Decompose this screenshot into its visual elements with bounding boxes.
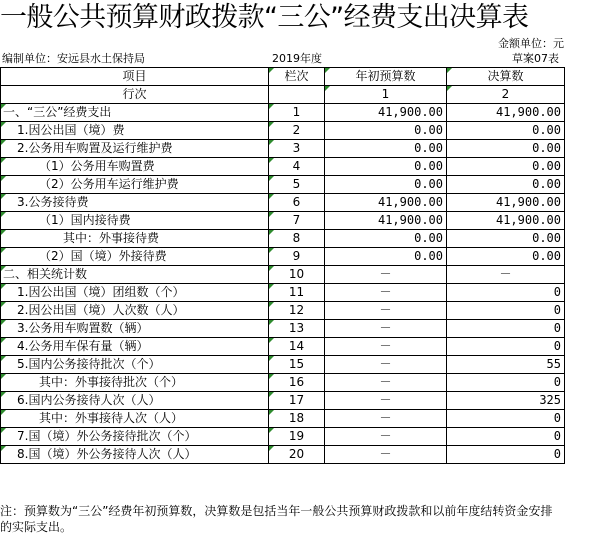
row-final-value: 0 [447, 338, 565, 356]
table-row [1, 104, 565, 122]
row-line-number: 20 [269, 446, 325, 464]
row-line-number: 2 [269, 122, 325, 140]
row-budget-value: 41,900.00 [325, 194, 447, 212]
row-final-value: 0 [447, 374, 565, 392]
row-final-value: 0 [447, 446, 565, 464]
row-line-number: 9 [269, 248, 325, 266]
row-label: 5.国内公务接待批次（个） [1, 356, 269, 374]
row-final-value: 0 [447, 320, 565, 338]
row-budget-value: － [325, 284, 447, 302]
row-final-value: 55 [447, 356, 565, 374]
row-budget-value: 41,900.00 [325, 104, 447, 122]
row-line-number: 18 [269, 410, 325, 428]
row-budget-value: － [325, 338, 447, 356]
row-final-value: 0 [447, 428, 565, 446]
row-budget-value: － [325, 302, 447, 320]
header-row [1, 68, 565, 86]
row-label: 3.公务用车购置数（辆） [1, 320, 269, 338]
row-budget-value: 0.00 [325, 176, 447, 194]
row-final-value: 0.00 [447, 140, 565, 158]
row-final-value: 0 [447, 284, 565, 302]
row-final-value: 41,900.00 [447, 104, 565, 122]
row-final-value: 0.00 [447, 248, 565, 266]
row-final-value: 0 [447, 410, 565, 428]
row-budget-value: － [325, 320, 447, 338]
row-budget-value: － [325, 428, 447, 446]
row-line-number: 1 [269, 104, 325, 122]
row-label: 其中：外事接待批次（个） [1, 374, 269, 392]
row-label: 一、“三公”经费支出 [1, 104, 269, 122]
header-final: 决算数 [447, 68, 565, 86]
table-row [1, 158, 565, 176]
row-final-value: － [447, 266, 565, 284]
row-budget-value: － [325, 374, 447, 392]
row-budget-value: 0.00 [325, 230, 447, 248]
row-index-line [269, 86, 325, 104]
table-row [1, 428, 565, 446]
table-row [1, 122, 565, 140]
row-line-number: 5 [269, 176, 325, 194]
row-budget-value: 0.00 [325, 158, 447, 176]
row-line-number: 10 [269, 266, 325, 284]
row-final-value: 0.00 [447, 122, 565, 140]
row-index-row [1, 86, 565, 104]
row-label: 8.国（境）外公务接待人次（人） [1, 446, 269, 464]
table-row [1, 338, 565, 356]
table-row [1, 284, 565, 302]
table-row [1, 194, 565, 212]
row-label: 二、相关统计数 [1, 266, 269, 284]
form-number: 草案07表 [512, 52, 559, 65]
row-label: （1）公务用车购置费 [1, 158, 269, 176]
row-label: 其中：外事接待费 [1, 230, 269, 248]
table-row [1, 320, 565, 338]
row-line-number: 8 [269, 230, 325, 248]
row-budget-value: － [325, 446, 447, 464]
table-row [1, 410, 565, 428]
currency-unit: 金额单位：元 [498, 37, 564, 50]
row-line-number: 19 [269, 428, 325, 446]
table-row [1, 176, 565, 194]
row-final-value: 0.00 [447, 230, 565, 248]
row-line-number: 17 [269, 392, 325, 410]
row-line-number: 6 [269, 194, 325, 212]
table-body [1, 104, 565, 464]
org-name: 编制单位：安远县水土保持局 [2, 52, 145, 65]
table-row [1, 248, 565, 266]
row-budget-value: 0.00 [325, 140, 447, 158]
row-final-value: 0 [447, 302, 565, 320]
row-label: 3.公务接待费 [1, 194, 269, 212]
table-row [1, 446, 565, 464]
header-line: 栏次 [269, 68, 325, 86]
row-label: （2）公务用车运行维护费 [1, 176, 269, 194]
table-row [1, 266, 565, 284]
row-label: 2.因公出国（境）人次数（人） [1, 302, 269, 320]
row-line-number: 11 [269, 284, 325, 302]
expense-table [0, 67, 565, 464]
row-label: 6.国内公务接待人次（人） [1, 392, 269, 410]
row-index-final: 2 [447, 86, 565, 104]
fiscal-year: 2019年度 [272, 52, 322, 65]
row-line-number: 12 [269, 302, 325, 320]
row-label: 其中：外事接待人次（人） [1, 410, 269, 428]
footnote: 注：预算数为“三公”经费年初预算数，决算数是包括当年一般公共预算财政拨款和以前年度结转资金安排的实际支出。 [0, 504, 553, 534]
row-label: 2.公务用车购置及运行维护费 [1, 140, 269, 158]
table-row [1, 302, 565, 320]
table-row [1, 212, 565, 230]
row-budget-value: 41,900.00 [325, 212, 447, 230]
header-item: 项目 [1, 68, 269, 86]
row-label: 4.公务用车保有量（辆） [1, 338, 269, 356]
row-budget-value: 0.00 [325, 122, 447, 140]
row-label: 1.因公出国（境）团组数（个） [1, 284, 269, 302]
row-budget-value: － [325, 410, 447, 428]
table-row [1, 374, 565, 392]
row-line-number: 13 [269, 320, 325, 338]
row-label: （2）国（境）外接待费 [1, 248, 269, 266]
row-line-number: 4 [269, 158, 325, 176]
row-budget-value: － [325, 392, 447, 410]
row-final-value: 325 [447, 392, 565, 410]
row-budget-value: － [325, 356, 447, 374]
report-title: 一般公共预算财政拨款“三公”经费支出决算表 [0, 2, 529, 33]
row-line-number: 3 [269, 140, 325, 158]
row-label: （1）国内接待费 [1, 212, 269, 230]
row-line-number: 14 [269, 338, 325, 356]
row-final-value: 41,900.00 [447, 212, 565, 230]
row-line-number: 15 [269, 356, 325, 374]
row-index-label: 行次 [1, 86, 269, 104]
row-label: 7.国（境）外公务接待批次（个） [1, 428, 269, 446]
row-final-value: 41,900.00 [447, 194, 565, 212]
table-row [1, 230, 565, 248]
table-row [1, 392, 565, 410]
table-row [1, 356, 565, 374]
row-budget-value: 0.00 [325, 248, 447, 266]
row-final-value: 0.00 [447, 158, 565, 176]
row-line-number: 16 [269, 374, 325, 392]
row-label: 1.因公出国（境）费 [1, 122, 269, 140]
row-final-value: 0.00 [447, 176, 565, 194]
row-line-number: 7 [269, 212, 325, 230]
row-index-budget: 1 [325, 86, 447, 104]
header-budget: 年初预算数 [325, 68, 447, 86]
row-budget-value: － [325, 266, 447, 284]
table-row [1, 140, 565, 158]
